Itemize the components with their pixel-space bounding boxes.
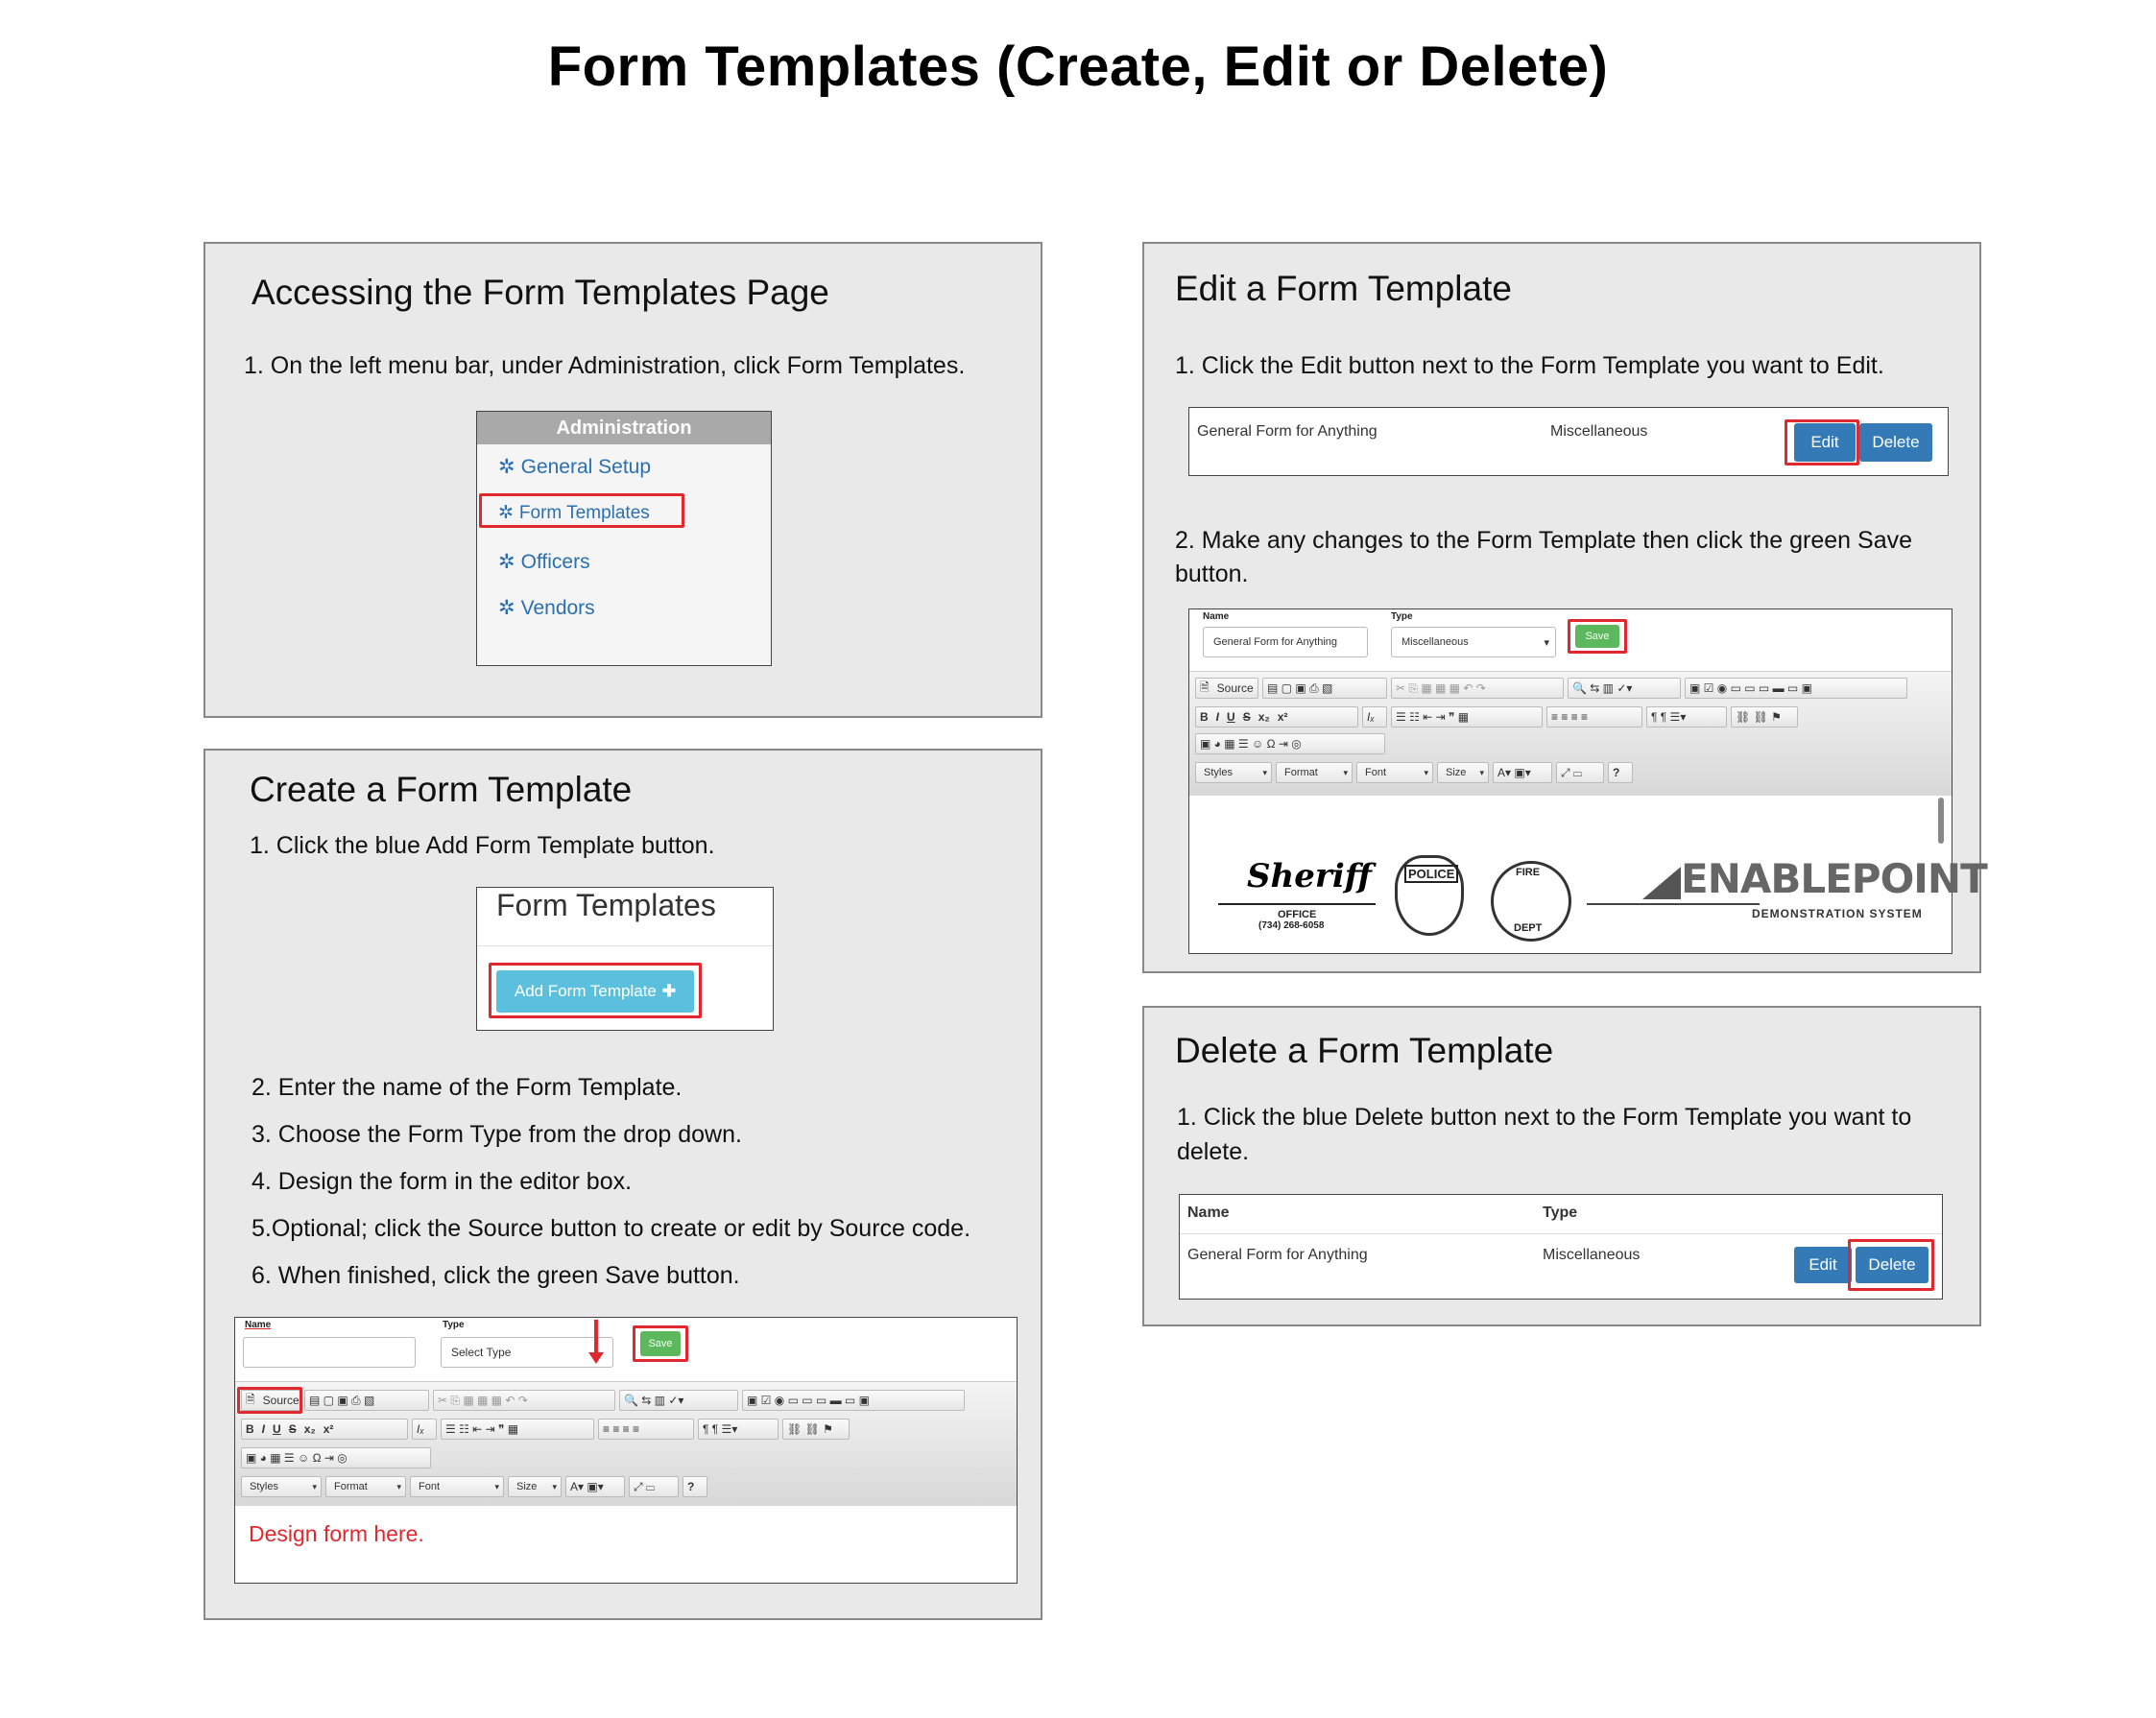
highlight-delete: [1848, 1239, 1934, 1291]
source-icon: 🗎: [1200, 680, 1210, 694]
toolbar-insert: ▣ ◕ ▦ ☰ ☺ Ω ⇥ ◎: [241, 1447, 431, 1468]
menu-item-officers[interactable]: ✲ Officers: [498, 551, 590, 573]
type-label: Type: [1391, 611, 1413, 622]
highlight-edit: [1785, 419, 1859, 465]
menu-item-general-setup[interactable]: ✲ General Setup: [498, 456, 652, 478]
toolbar-max: ⤢ ▭: [1556, 762, 1604, 783]
create-title: Create a Form Template: [250, 770, 633, 809]
access-title: Accessing the Form Templates Page: [252, 273, 829, 312]
dept-label: DEPT: [1514, 922, 1543, 934]
name-label: Name: [1203, 611, 1230, 622]
chevron-down-icon: ▾: [1544, 636, 1549, 649]
name-input[interactable]: [243, 1337, 416, 1368]
enablepoint-logo: ENABLEPOINT: [1681, 855, 1987, 902]
toolbar-group-1: ▤ ▢ ▣ ⎙ ▧: [304, 1390, 429, 1411]
size-select[interactable]: Size ▾: [508, 1476, 562, 1497]
add-form-template-button[interactable]: Add Form Template ✚: [496, 970, 694, 1013]
create-step4: 4. Design the form in the editor box.: [252, 1168, 633, 1195]
help-button[interactable]: ?: [1608, 762, 1633, 783]
enable-triangle: [1642, 867, 1681, 899]
font-select[interactable]: Font ▾: [410, 1476, 504, 1497]
create-step3: 3. Choose the Form Type from the drop down.: [252, 1121, 742, 1148]
edit-editor-screenshot: [1188, 608, 1987, 954]
sheriff-office: OFFICE: [1278, 909, 1317, 920]
edit-title: Edit a Form Template: [1175, 269, 1512, 308]
demo-label: DEMONSTRATION SYSTEM: [1752, 907, 1923, 920]
menu-item-form-templates[interactable]: ✲ Form Templates: [498, 503, 650, 523]
delete-title: Delete a Form Template: [1175, 1031, 1554, 1070]
highlight-source: [237, 1387, 302, 1414]
police-label: POLICE: [1404, 865, 1458, 883]
source-button[interactable]: 🗎 Source: [241, 1390, 300, 1411]
delete-button[interactable]: Delete: [1856, 1247, 1928, 1283]
delete-step1: 1. Click the blue Delete button next to the Form Template you want to delete.: [1177, 1104, 1912, 1165]
delete-row-screenshot: [1179, 1194, 1943, 1300]
highlight-form-templates: [479, 493, 684, 528]
toolbar-clear: Iₓ: [1362, 706, 1387, 728]
toolbar-format-group: B I U S x₂ x²: [1195, 706, 1358, 728]
toolbar-clear: Iₓ: [412, 1419, 437, 1440]
edit-button[interactable]: Edit: [1794, 1247, 1852, 1283]
toolbar-dir: ¶ ¶ ☰▾: [1646, 706, 1727, 728]
row-type: Miscellaneous: [1550, 423, 1648, 440]
toolbar-group-3: 🔍 ⇆ ▥ ✓▾: [1568, 678, 1681, 699]
toolbar-group-2: ✂ ⎘ ▦ ▦ ▦ ↶ ↷: [1391, 678, 1564, 699]
font-select[interactable]: Font ▾: [1356, 762, 1433, 783]
sheriff-phone: (734) 268-6058: [1258, 920, 1325, 931]
plus-icon: ✚: [661, 982, 677, 1000]
row-name: General Form for Anything: [1197, 423, 1377, 440]
row-name: General Form for Anything: [1187, 1247, 1368, 1263]
toolbar-link: ⛓ ⛓ ⚑: [1731, 706, 1798, 728]
access-panel: [204, 242, 1042, 718]
col-type: Type: [1543, 1205, 1578, 1221]
admin-menu-header: Administration: [477, 412, 771, 444]
format-select[interactable]: Format ▾: [1276, 762, 1353, 783]
source-button[interactable]: 🗎 Source: [1195, 678, 1258, 699]
size-select[interactable]: Size ▾: [1437, 762, 1489, 783]
toolbar-group-3: 🔍 ⇆ ▥ ✓▾: [619, 1390, 738, 1411]
create-step1: 1. Click the blue Add Form Template button.: [250, 832, 715, 859]
save-button[interactable]: Save: [1575, 625, 1619, 648]
gear-icon: ✲: [498, 597, 515, 619]
design-area-text[interactable]: Design form here.: [249, 1521, 424, 1546]
row-type: Miscellaneous: [1543, 1247, 1641, 1263]
gear-icon: ✲: [498, 503, 514, 523]
create-panel: [204, 749, 1042, 1620]
type-label: Type: [443, 1320, 465, 1330]
editor-toolbar: [235, 1381, 1017, 1506]
edit-button[interactable]: Edit: [1794, 423, 1856, 462]
edit-step1: 1. Click the Edit button next to the Form Template you want to Edit.: [1175, 352, 1884, 379]
toolbar-group-2: ✂ ⎘ ▦ ▦ ▦ ↶ ↷: [433, 1390, 615, 1411]
page-title: Form Templates (Create, Edit or Delete): [547, 36, 1609, 98]
toolbar-group-4: ▣ ☑ ◉ ▭ ▭ ▭ ▬ ▭ ▣: [1685, 678, 1907, 699]
format-select[interactable]: Format ▾: [325, 1476, 406, 1497]
toolbar-color: A▾ ▣▾: [1493, 762, 1552, 783]
source-icon: 🗎: [246, 1392, 255, 1406]
toolbar-align: ≡ ≡ ≡ ≡: [1546, 706, 1642, 728]
toolbar-lists: ☰ ☷ ⇤ ⇥ ❞ ▦: [441, 1419, 594, 1440]
create-step2: 2. Enter the name of the Form Template.: [252, 1074, 683, 1101]
help-button[interactable]: ?: [683, 1476, 707, 1497]
name-label: Name: [245, 1320, 272, 1330]
create-step6: 6. When finished, click the green Save button.: [252, 1262, 740, 1289]
delete-panel: [1142, 1006, 1981, 1326]
edit-row-screenshot: [1188, 407, 1949, 476]
toolbar-align: ≡ ≡ ≡ ≡: [598, 1419, 694, 1440]
arrow-head: [588, 1352, 604, 1364]
toolbar-dir: ¶ ¶ ☰▾: [698, 1419, 779, 1440]
name-input[interactable]: General Form for Anything: [1203, 627, 1368, 657]
styles-select[interactable]: Styles ▾: [241, 1476, 322, 1497]
save-button[interactable]: Save: [640, 1331, 681, 1356]
toolbar-color: A▾ ▣▾: [565, 1476, 625, 1497]
sheriff-line: [1218, 903, 1376, 905]
highlight-add-button: [489, 963, 702, 1018]
edit-step2: 2. Make any changes to the Form Template then click the green Save button.: [1175, 527, 1913, 587]
toolbar-format-group: B I U S x₂ x²: [241, 1419, 408, 1440]
add-template-screenshot: [476, 887, 774, 1031]
scrollbar[interactable]: [1938, 798, 1944, 844]
create-step5: 5.Optional; click the Source button to create or edit by Source code.: [252, 1215, 971, 1242]
highlight-save: [1568, 619, 1627, 654]
col-name: Name: [1187, 1205, 1230, 1221]
menu-item-vendors[interactable]: ✲ Vendors: [498, 597, 595, 619]
editor-toolbar: [1189, 671, 1952, 796]
toolbar-lists: ☰ ☷ ⇤ ⇥ ❞ ▦: [1391, 706, 1543, 728]
gear-icon: ✲: [498, 551, 515, 573]
toolbar-insert: ▣ ◕ ▦ ☰ ☺ Ω ⇥ ◎: [1195, 733, 1385, 754]
delete-button[interactable]: Delete: [1859, 423, 1932, 462]
create-editor-screenshot: [234, 1317, 1018, 1584]
toolbar-link: ⛓ ⛓ ⚑: [782, 1419, 850, 1440]
fire-label: FIRE: [1516, 867, 1541, 878]
admin-menu-screenshot: [476, 411, 772, 666]
highlight-save: [633, 1325, 688, 1362]
sheriff-logo: Sheriff: [1247, 857, 1372, 895]
form-templates-heading: Form Templates: [496, 888, 716, 922]
type-select[interactable]: Miscellaneous ▾: [1391, 627, 1556, 657]
gear-icon: ✲: [498, 456, 515, 478]
edit-panel: [1142, 242, 1987, 973]
styles-select[interactable]: Styles ▾: [1195, 762, 1272, 783]
toolbar-max: ⤢ ▭: [629, 1476, 679, 1497]
type-select[interactable]: Select Type: [441, 1337, 613, 1368]
access-step1: 1. On the left menu bar, under Administration, click Form Templates.: [244, 352, 966, 379]
enable-line: [1587, 903, 1760, 905]
toolbar-group-1: ▤ ▢ ▣ ⎙ ▧: [1262, 678, 1387, 699]
toolbar-group-4: ▣ ☑ ◉ ▭ ▭ ▭ ▬ ▭ ▣: [742, 1390, 965, 1411]
